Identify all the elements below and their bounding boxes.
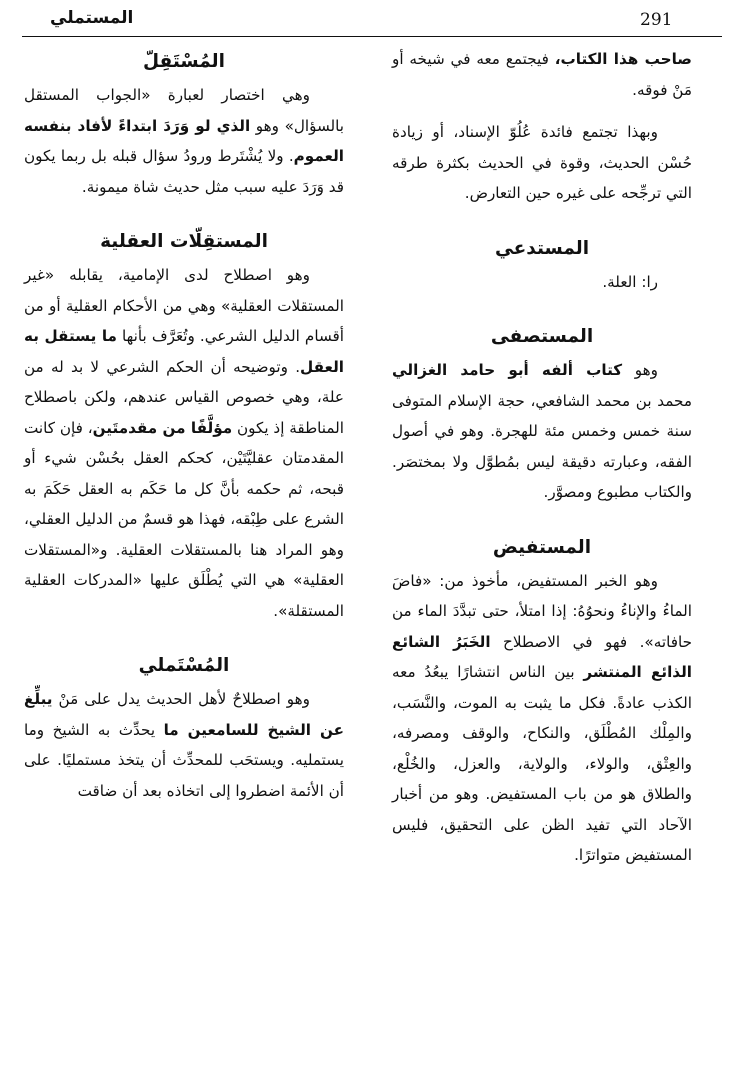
paragraph: [24, 80, 344, 202]
paragraph: [392, 566, 692, 871]
paragraph-text: فيجتمع معه في شيخه أو مَنْ فوقه.: [392, 50, 692, 99]
paragraph-text: وهو اصطلاح لدى الإمامية، يقابله «غير المستقلات العقلية» وهي من الأحكام العقلية أو من أقسام الدليل الشرعي. وتُعَرَّف بأنها: [24, 266, 344, 345]
paragraph-text: يحدِّث به الشيخ وما يستمليه. ويستحَب للمحدِّث أن يتخذ مستمليًا. على أن الأئمة اضطروا إلى اتخاذه بعد أن ضاقت: [24, 720, 344, 800]
left-column: [24, 44, 344, 806]
paragraph: [24, 684, 344, 806]
paragraph: [24, 260, 344, 626]
paragraph: [392, 355, 692, 508]
paragraph-text: . ولا يُشْتَرط ورودُ سؤال قبله بل ربما يكون قد وَرَدَ عليه سبب مثل حديث شاة ميمونة.: [24, 147, 344, 196]
bold-phrase: ما يستقل به العقل: [24, 327, 344, 376]
entry-title-mustafid: المستفيض: [492, 536, 592, 558]
cross-reference: را: العلة.: [602, 272, 658, 291]
paragraph-text: وهو: [622, 361, 658, 379]
bold-phrase: مؤلَّفًا من مقدمتَين: [92, 418, 233, 437]
running-title: المستملي: [50, 8, 134, 28]
entry-title-mustaqallat: المستقِلّات العقلية: [100, 231, 268, 252]
continued-paragraph: [392, 44, 692, 105]
bold-phrase: كتاب ألفه أبو حامد الغزالي: [392, 361, 623, 379]
entry-title-mustadi: المستدعي: [494, 237, 590, 259]
bold-phrase: صاحب هذا الكتاب،: [554, 50, 692, 68]
bold-phrase: الذي لو وَرَدَ ابتداءً لأفاد بنفسه العموم: [24, 116, 344, 165]
bold-phrase: يبلِّغ عن الشيخ للسامعين ما: [24, 690, 345, 739]
page-number: 291: [640, 10, 673, 30]
paragraph-text: وهو الخبر المستفيض، مأخوذ من: «فاضَ الماءُ والإناءُ ونحوُهُ: إذا امتلأ، حتى تبدَّدَ الماء من حافاته». فهو في الاصطلاح: [392, 571, 692, 651]
page-header: [22, 6, 722, 37]
paragraph: وبهذا تجتمع فائدة عُلُوّ الإسناد، أو زيادة حُسْن الحديث، وقوة في الحديث بكثرة طرقه التي ترجِّحه على غيره حين التعارض.: [392, 123, 692, 202]
paragraph-text: ، فإن كانت المقدمتان عقليَّتَيْن، كحكم العقل بحُسْن شيء أو قبحه، ثم حكمه بأنَّ كل ما حَكَم به العقل حَكَمَ به الشرع على طِبْقه، فهذا هو قسمٌ من الدليل العقلي، وهو المراد هنا بالمستقلات العقلية. و«المستقلات العقلية» هي التي يُطْلَق عليها «المدركات العقلية المستقلة».: [24, 418, 344, 620]
bold-phrase: الخَبَرُ الشائع الذائع المنتشر: [392, 632, 692, 681]
right-column: [392, 44, 692, 871]
paragraph-text: . وتوضيحه أن الحكم الشرعي لا بد له من علة، وهي خصوص القياس عندهم، ولكن باصطلاح المناطقة إذ يكون: [24, 357, 344, 437]
entry-title-mustaqill: المُسْتَقِلّ: [143, 51, 225, 72]
paragraph-text: وهو اصطلاحٌ لأهل الحديث يدل على مَنْ: [52, 690, 310, 708]
entry-title-mustasfa: المستصفى: [490, 326, 594, 347]
paragraph-text: وهي اختصار لعبارة «الجواب المستقل بالسؤال» وهو: [24, 86, 344, 135]
paragraph-text: بين الناس انتشارًا يبعُدُ معه الكذب عادةً. فكل ما يثبت به الموت، والنَّسَب، والمِلْك المُطْلَق، والنكاح، والوقف ومصرفه، والعِتْق، والولاء، والولاية، والعزل، والخُلْع، والطلاق هو من باب المستفيض. وهو من أخبار الآحاد التي تفيد الظن على التحقيق، فليس المستفيض متواترًا.: [392, 663, 692, 864]
paragraph-text: محمد بن محمد الشافعي، حجة الإسلام المتوفى سنة خمس وخمس مئة للهجرة. وهو في أصول الفقه، وعبارته دقيقة ليس بمُطوَّل ولا بمختصَر. والكتاب مطبوع ومصوَّر.: [392, 391, 692, 501]
entry-title-mustamli: المُسْتَملي: [138, 655, 230, 676]
